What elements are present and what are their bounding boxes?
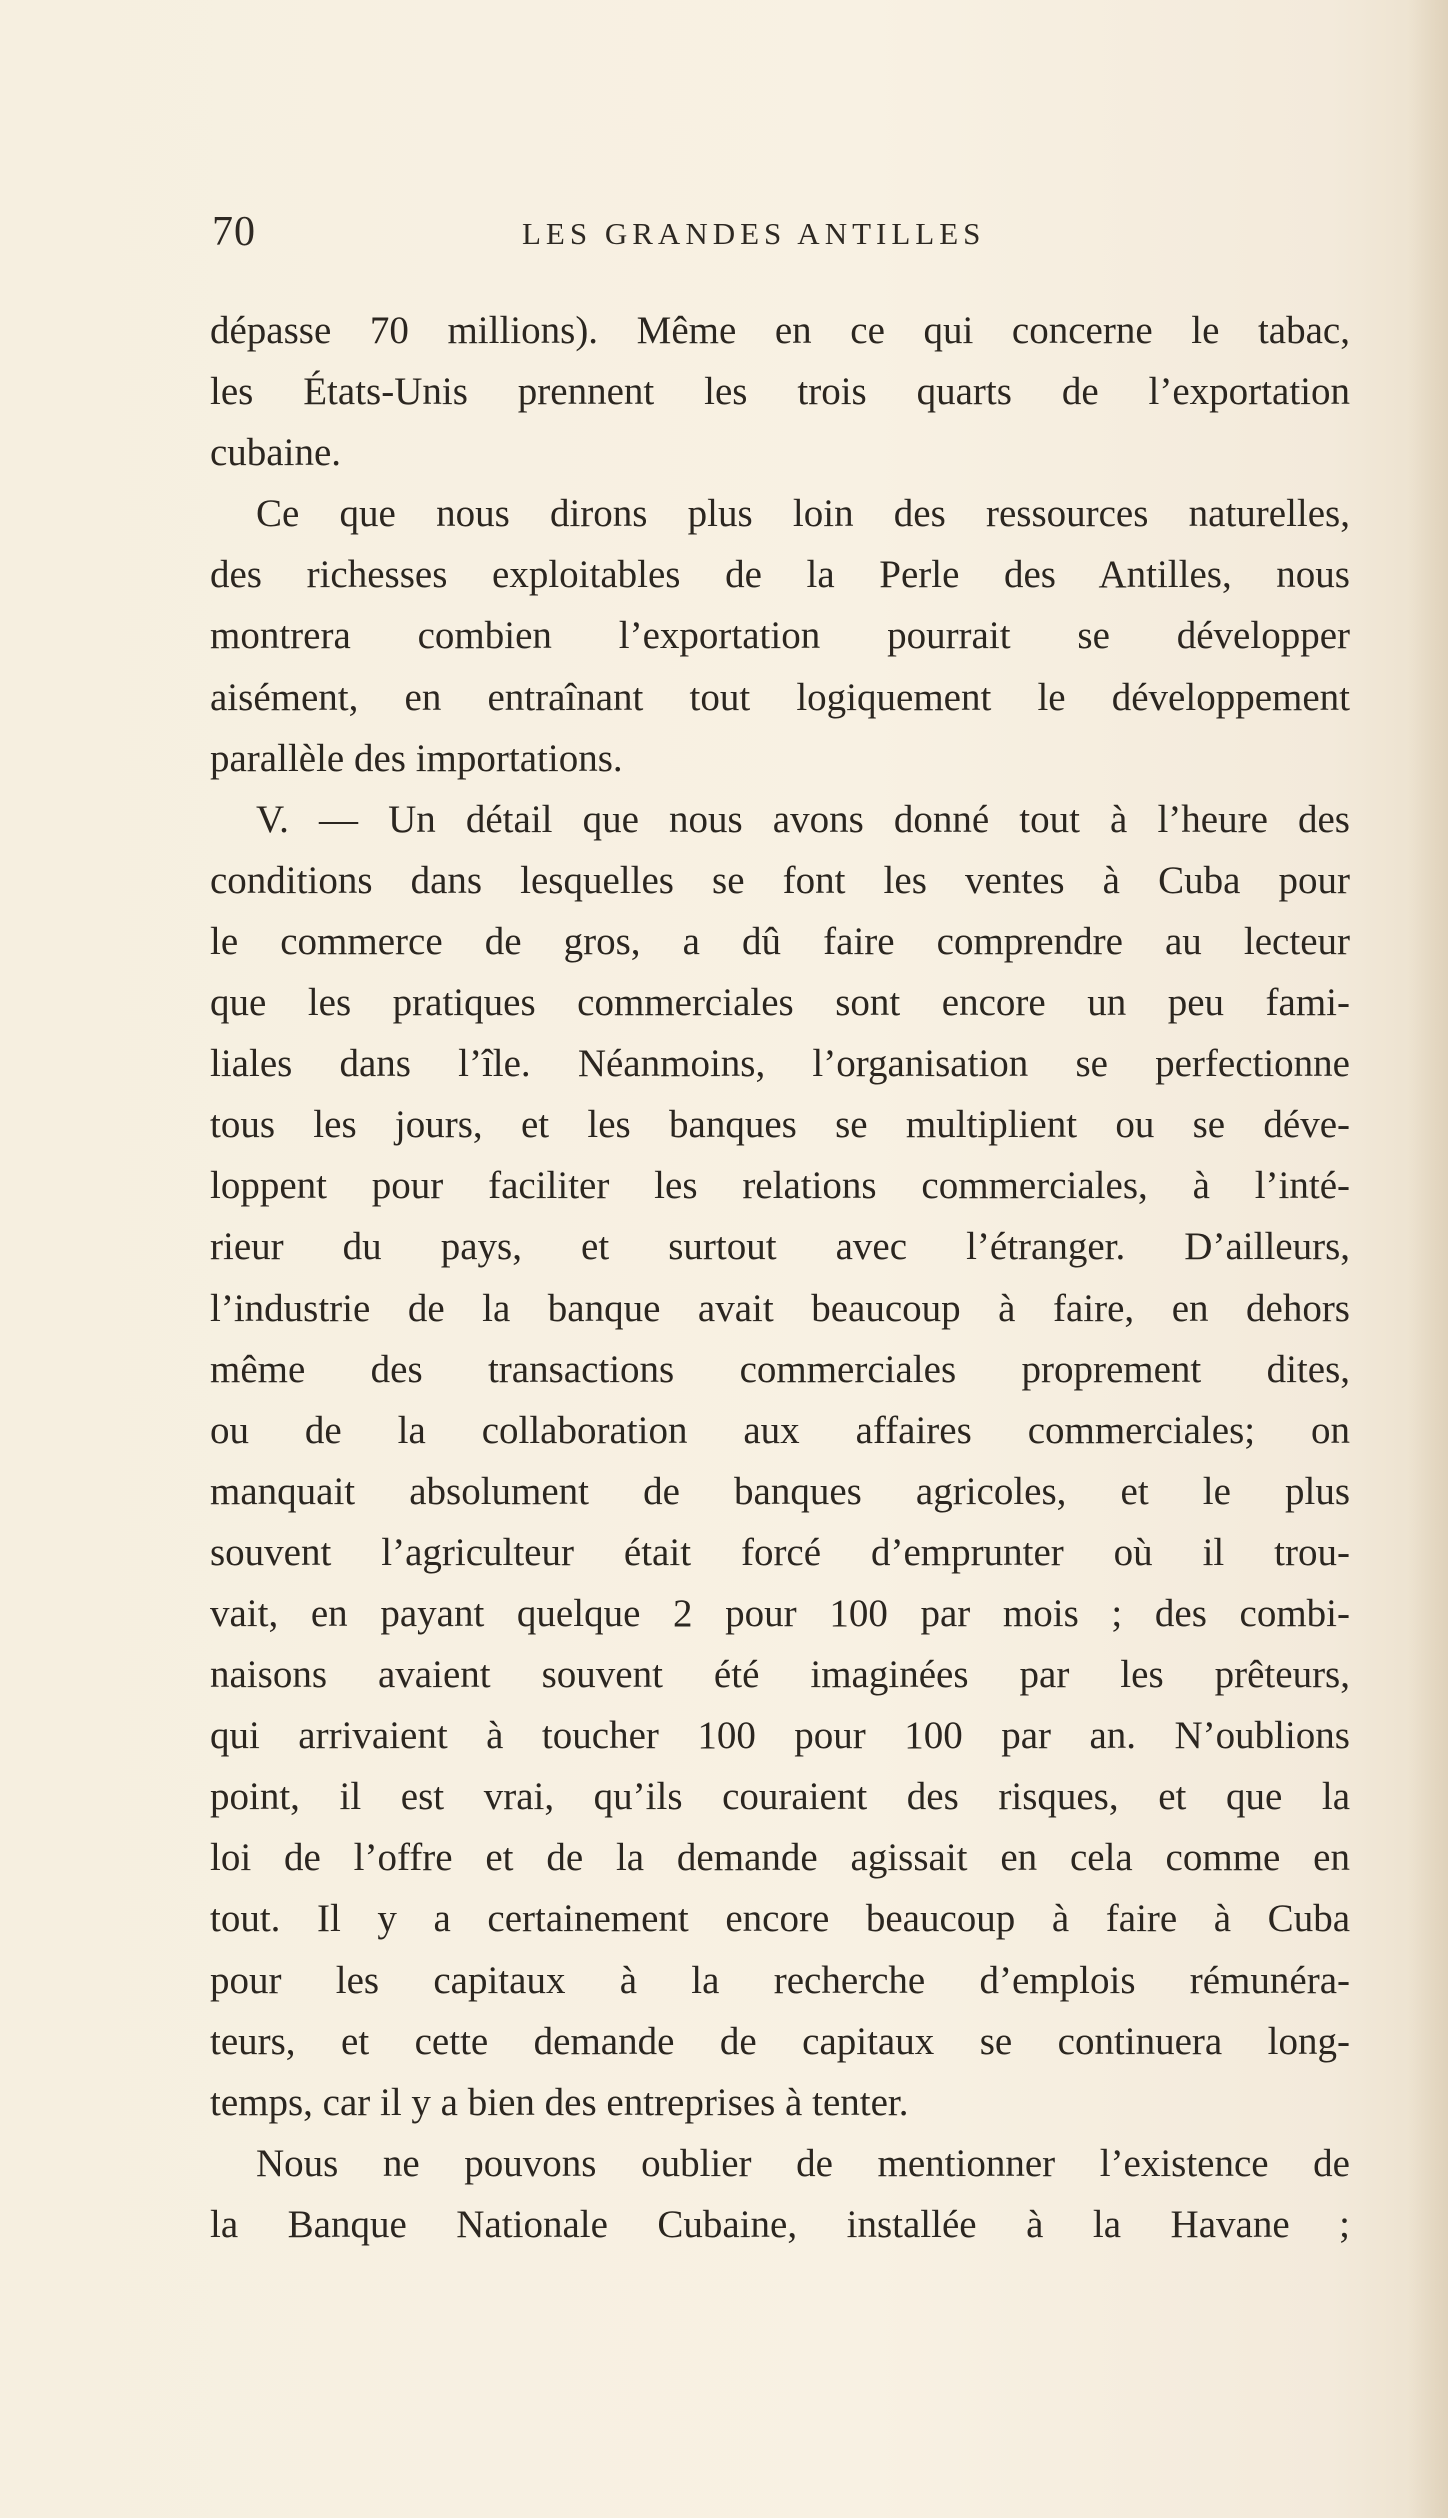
running-title: LES GRANDES ANTILLES [522, 216, 986, 251]
text-line: V. — Un détail que nous avons donné tout à l’heure des [256, 797, 1350, 841]
text-line: manquait absolument de banques agricoles, et le plus [210, 1469, 1350, 1513]
page-edge-shadow [1408, 0, 1448, 2518]
text-line: même des transactions commerciales proprement dites, [210, 1347, 1350, 1391]
text-line: tout. Il y a certainement encore beaucoup à faire à Cuba [210, 1897, 1350, 1941]
text-line: que les pratiques commerciales sont encore un peu fami- [210, 981, 1350, 1025]
text-line: le commerce de gros, a dû faire comprendre au lecteur [210, 919, 1350, 963]
text-line: vait, en payant quelque 2 pour 100 par mois ; des combi- [210, 1591, 1350, 1635]
text-line: la Banque Nationale Cubaine, installée à la Havane ; [210, 2202, 1350, 2246]
text-line: naisons avaient souvent été imaginées par les prêteurs, [210, 1653, 1350, 1697]
text-line: loppent pour faciliter les relations commerciales, à l’inté- [210, 1164, 1350, 1208]
text-line: dépasse 70 millions). Même en ce qui concerne le tabac, [210, 309, 1350, 352]
text-line: aisément, en entraînant tout logiquement le développement [210, 675, 1350, 719]
text-line: loi de l’offre et de la demande agissait en cela comme en [210, 1836, 1350, 1880]
text-line: montrera combien l’exportation pourrait se développer [210, 614, 1350, 658]
text-line: point, il est vrai, qu’ils couraient des risques, et que la [210, 1775, 1350, 1819]
text-line: rieur du pays, et surtout avec l’étranger. D’ailleurs, [210, 1225, 1350, 1269]
text-line: cubaine. [210, 431, 342, 475]
body-text [210, 300, 1350, 2255]
text-line: l’industrie de la banque avait beaucoup à faire, en dehors [210, 1286, 1350, 1330]
page-number: 70 [212, 209, 256, 255]
running-head [212, 208, 1347, 268]
text-line: Ce que nous dirons plus loin des ressources naturelles, [256, 492, 1350, 536]
text-line: Nous ne pouvons oublier de mentionner l’existence de [256, 2141, 1350, 2185]
text-line: teurs, et cette demande de capitaux se continuera long- [210, 2019, 1350, 2063]
text-line: parallèle des importations. [210, 736, 623, 780]
text-line: les États-Unis prennent les trois quarts de l’exportation [210, 370, 1350, 414]
text-line: souvent l’agriculteur était forcé d’emprunter où il trou- [210, 1530, 1350, 1574]
text-line: temps, car il y a bien des entreprises à tenter. [210, 2080, 909, 2124]
text-line: des richesses exploitables de la Perle des Antilles, nous [210, 553, 1350, 597]
text-line: conditions dans lesquelles se font les ventes à Cuba pour [210, 858, 1350, 902]
text-line: ou de la collaboration aux affaires commerciales; on [210, 1408, 1350, 1452]
text-line: liales dans l’île. Néanmoins, l’organisation se perfectionne [210, 1042, 1350, 1086]
text-line: pour les capitaux à la recherche d’emplois rémunéra- [210, 1958, 1350, 2002]
text-line: qui arrivaient à toucher 100 pour 100 par an. N’oublions [210, 1714, 1350, 1758]
text-line: tous les jours, et les banques se multiplient ou se déve- [210, 1103, 1350, 1147]
